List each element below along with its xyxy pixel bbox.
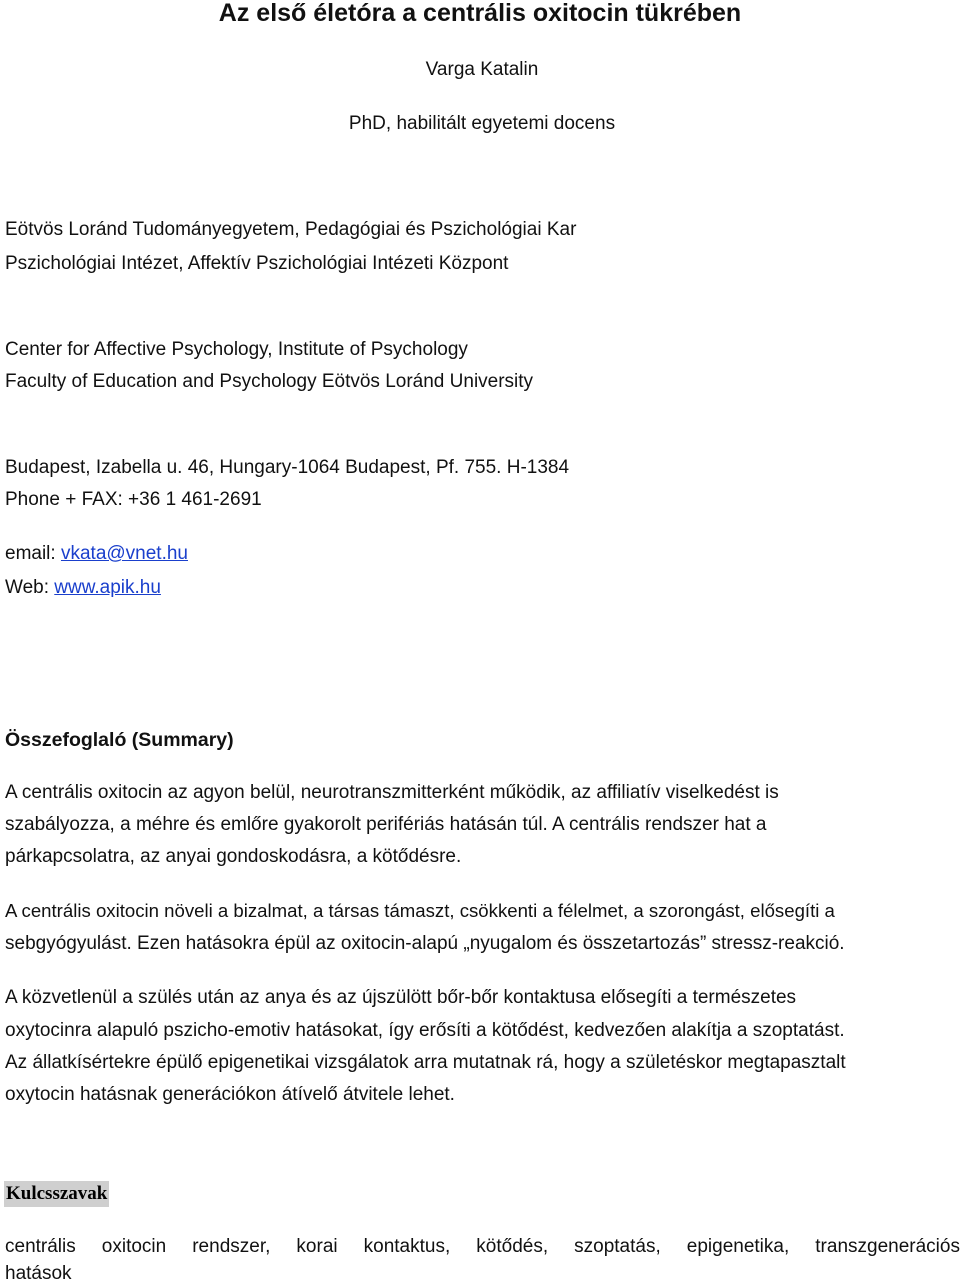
keyword-word: rendszer, bbox=[192, 1236, 271, 1257]
contact-web-line bbox=[5, 576, 161, 600]
keywords-line-1 bbox=[5, 1235, 960, 1259]
web-link[interactable]: www.apik.hu bbox=[54, 577, 161, 598]
summary-p2-line-1: A centrális oxitocin növeli a bizalmat, a társas támaszt, csökkenti a félelmet, a szorongást, elősegíti a bbox=[5, 900, 835, 921]
affiliation-hu-line-2: Pszichológiai Intézet, Affektív Pszichológiai Intézeti Központ bbox=[5, 253, 509, 274]
contact-address: Budapest, Izabella u. 46, Hungary-1064 Budapest, Pf. 755. H-1384 bbox=[5, 457, 570, 478]
summary-p1-line-3: párkapcsolatra, az anyai gondoskodásra, a kötődésre. bbox=[5, 846, 462, 867]
document-title: Az első életóra a centrális oxitocin tükrében bbox=[218, 0, 742, 27]
keyword-word: epigenetika, bbox=[686, 1236, 790, 1257]
summary-p1-line-1: A centrális oxitocin az agyon belül, neurotranszmitterként működik, az affiliatív viselkedést is bbox=[5, 782, 779, 803]
summary-p3-line-3: Az állatkísértekre épülő epigenetikai vizsgálatok arra mutatnak rá, hogy a születéskor megtapasztalt bbox=[5, 1052, 846, 1073]
keyword-word: transzgenerációs bbox=[815, 1236, 960, 1257]
affiliation-hu-line-1: Eötvös Loránd Tudományegyetem, Pedagógiai és Pszichológiai Kar bbox=[5, 219, 577, 240]
affiliation-en-line-1: Center for Affective Psychology, Institute of Psychology bbox=[5, 339, 468, 360]
summary-p3-line-2: oxytocinra alapuló pszicho-emotiv hatásokat, így erősíti a kötődést, kedvezően alakítja a szoptatást. bbox=[5, 1020, 845, 1041]
contact-email-line bbox=[5, 542, 188, 566]
keyword-word: oxitocin bbox=[101, 1236, 167, 1257]
summary-p3-line-1: A közvetlenül a szülés után az anya és az újszülött bőr-bőr kontaktusa elősegíti a természetes bbox=[5, 987, 797, 1008]
summary-heading: Összefoglaló (Summary) bbox=[5, 729, 234, 751]
author-name: Varga Katalin bbox=[425, 59, 539, 80]
summary-p1-line-2: szabályozza, a méhre és emlőre gyakorolt perifériás hatásán túl. A centrális rendszer hat a bbox=[5, 814, 767, 835]
keyword-word: szoptatás, bbox=[574, 1236, 661, 1257]
affiliation-en-line-2: Faculty of Education and Psychology Eötvös Loránd University bbox=[5, 371, 534, 392]
keyword-word: kötődés, bbox=[476, 1236, 549, 1257]
keyword-word: korai bbox=[296, 1236, 338, 1257]
author-position: PhD, habilitált egyetemi docens bbox=[348, 113, 616, 134]
keyword-word: centrális bbox=[5, 1236, 76, 1257]
email-link[interactable]: vkata@vnet.hu bbox=[60, 543, 188, 564]
web-label: Web: bbox=[5, 577, 55, 598]
summary-p2-line-2: sebgyógyulást. Ezen hatásokra épül az oxitocin-alapú „nyugalom és összetartozás” stressz-reakció. bbox=[5, 933, 845, 954]
keywords-line-2: hatások bbox=[5, 1263, 72, 1284]
keyword-word: kontaktus, bbox=[363, 1236, 451, 1257]
summary-p3-line-4: oxytocin hatásnak generációkon átívelő átvitele lehet. bbox=[5, 1084, 455, 1105]
keywords-heading: Kulcsszavak bbox=[4, 1181, 109, 1207]
contact-phone: Phone + FAX: +36 1 461-2691 bbox=[5, 489, 262, 510]
email-label: email: bbox=[5, 543, 61, 564]
